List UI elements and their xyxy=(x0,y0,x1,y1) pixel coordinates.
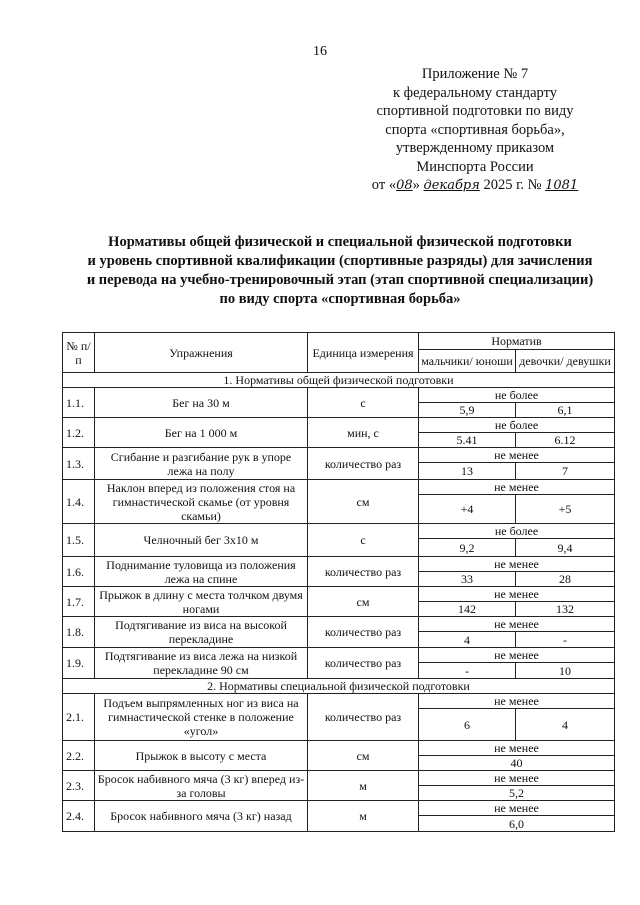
handwritten-order-number: 1081 xyxy=(545,178,579,193)
unit: количество раз xyxy=(308,448,419,480)
row-number: 2.1. xyxy=(63,694,95,741)
boys-value: 5,9 xyxy=(419,403,516,418)
row-number: 1.7. xyxy=(63,587,95,617)
title-line: и перевода на учебно-тренировочный этап (этап спортивной специализации) xyxy=(86,272,594,288)
header-norm: Норматив xyxy=(419,333,615,350)
norm-condition: не менее xyxy=(419,741,615,756)
row-number: 1.1. xyxy=(63,388,95,418)
date-mid: » xyxy=(412,177,420,193)
norm-condition: не более xyxy=(419,418,615,433)
girls-value: 6.12 xyxy=(516,433,615,448)
unit: см xyxy=(308,741,419,771)
section-row xyxy=(63,679,615,694)
boys-value: - xyxy=(419,663,516,679)
header-girls: девочки/ девушки xyxy=(516,350,615,373)
exercise-name: Наклон вперед из положения стоя на гимнастической скамье (от уровня скамьи) xyxy=(95,480,308,524)
table-row xyxy=(63,648,615,663)
exercise-name: Сгибание и разгибание рук в упоре лежа на полу xyxy=(95,448,308,480)
girls-value: +5 xyxy=(516,495,615,524)
appendix-header xyxy=(330,65,620,196)
boys-value: 9,2 xyxy=(419,539,516,557)
order-date xyxy=(330,176,620,196)
appendix-line: утвержденному приказом xyxy=(395,140,555,156)
girls-value: 28 xyxy=(516,572,615,587)
norm-condition: не менее xyxy=(419,648,615,663)
girls-value: 132 xyxy=(516,602,615,617)
norm-condition: не более xyxy=(419,388,615,403)
table-row xyxy=(63,741,615,756)
boys-value: +4 xyxy=(419,495,516,524)
date-prefix: от « xyxy=(371,177,397,193)
norm-condition: не менее xyxy=(419,771,615,786)
exercise-name: Поднимание туловища из положения лежа на спине xyxy=(95,557,308,587)
exercise-name: Челночный бег 3х10 м xyxy=(95,524,308,557)
boys-value: 13 xyxy=(419,463,516,480)
appendix-line: к федеральному стандарту xyxy=(393,84,557,101)
unit: количество раз xyxy=(308,617,419,648)
exercise-name: Бросок набивного мяча (3 кг) назад xyxy=(95,801,308,832)
boys-value: 142 xyxy=(419,602,516,617)
appendix-line: Минспорта России xyxy=(416,158,534,175)
boys-value: 5.41 xyxy=(419,433,516,448)
exercise-name: Подъем выпрямленных ног из виса на гимнастической стенке в положение «угол» xyxy=(95,694,308,741)
header-num: № п/п xyxy=(63,333,95,373)
unit: мин, с xyxy=(308,418,419,448)
exercise-name: Прыжок в высоту с места xyxy=(95,741,308,771)
row-number: 1.8. xyxy=(63,617,95,648)
header-exercise: Упражнения xyxy=(95,333,308,373)
girls-value: 10 xyxy=(516,663,615,679)
girls-value: 9,4 xyxy=(516,539,615,557)
table-row xyxy=(63,388,615,403)
girls-value: 7 xyxy=(516,463,615,480)
table-row xyxy=(63,617,615,632)
table-row xyxy=(63,587,615,602)
norm-condition: не менее xyxy=(419,448,615,463)
document-title xyxy=(60,233,620,309)
unit: см xyxy=(308,587,419,617)
row-number: 1.9. xyxy=(63,648,95,679)
table-row xyxy=(63,771,615,786)
exercise-name: Прыжок в длину с места толчком двумя ногами xyxy=(95,587,308,617)
row-number: 1.5. xyxy=(63,524,95,557)
title-line: и уровень спортивной квалификации (спортивные разряды) для зачисления xyxy=(87,253,593,269)
unit: с xyxy=(308,388,419,418)
row-number: 2.4. xyxy=(63,801,95,832)
norm-condition: не менее xyxy=(419,557,615,572)
table-row xyxy=(63,480,615,495)
table-row xyxy=(63,694,615,709)
unit: м xyxy=(308,801,419,832)
row-number: 2.3. xyxy=(63,771,95,801)
appendix-line: спортивной подготовки по виду xyxy=(376,103,574,119)
header-unit: Единица измерения xyxy=(308,333,419,373)
norm-condition: не менее xyxy=(419,587,615,602)
section-title: 1. Нормативы общей физической подготовки xyxy=(63,373,615,388)
unit: количество раз xyxy=(308,557,419,587)
boys-value: 33 xyxy=(419,572,516,587)
standards-table xyxy=(62,332,615,832)
table-row xyxy=(63,418,615,433)
date-year: 2025 г. № xyxy=(483,177,542,193)
exercise-name: Подтягивание из виса лежа на низкой перекладине 90 см xyxy=(95,648,308,679)
row-number: 1.4. xyxy=(63,480,95,524)
unit: м xyxy=(308,771,419,801)
table-row xyxy=(63,801,615,816)
norm-condition: не менее xyxy=(419,694,615,709)
unit: см xyxy=(308,480,419,524)
page-number: 16 xyxy=(313,44,327,59)
table-row xyxy=(63,448,615,463)
exercise-name: Бег на 1 000 м xyxy=(95,418,308,448)
handwritten-month: декабря xyxy=(423,178,480,193)
exercise-name: Бег на 30 м xyxy=(95,388,308,418)
norm-value: 6,0 xyxy=(419,816,615,832)
exercise-name: Подтягивание из виса на высокой перекладине xyxy=(95,617,308,648)
girls-value: 6,1 xyxy=(516,403,615,418)
title-line: по виду спорта «спортивная борьба» xyxy=(219,291,461,307)
norm-condition: не менее xyxy=(419,480,615,495)
boys-value: 4 xyxy=(419,632,516,648)
norm-condition: не менее xyxy=(419,801,615,816)
section-row xyxy=(63,373,615,388)
norm-value: 5,2 xyxy=(419,786,615,801)
title-line: Нормативы общей физической и специальной физической подготовки xyxy=(108,234,572,250)
norm-condition: не менее xyxy=(419,617,615,632)
unit: с xyxy=(308,524,419,557)
norm-condition: не более xyxy=(419,524,615,539)
table-row xyxy=(63,557,615,572)
exercise-name: Бросок набивного мяча (3 кг) вперед из-за головы xyxy=(95,771,308,801)
row-number: 1.2. xyxy=(63,418,95,448)
row-number: 1.6. xyxy=(63,557,95,587)
unit: количество раз xyxy=(308,648,419,679)
row-number: 2.2. xyxy=(63,741,95,771)
row-number: 1.3. xyxy=(63,448,95,480)
girls-value: - xyxy=(516,632,615,648)
boys-value: 6 xyxy=(419,709,516,741)
appendix-line: Приложение № 7 xyxy=(421,66,529,82)
norm-value: 40 xyxy=(419,756,615,771)
table-row xyxy=(63,524,615,539)
unit: количество раз xyxy=(308,694,419,741)
girls-value: 4 xyxy=(516,709,615,741)
section-title: 2. Нормативы специальной физической подготовки xyxy=(63,679,615,694)
header-boys: мальчики/ юноши xyxy=(419,350,516,373)
handwritten-day: 08 xyxy=(396,178,413,193)
appendix-line: спорта «спортивная борьба», xyxy=(385,121,565,138)
